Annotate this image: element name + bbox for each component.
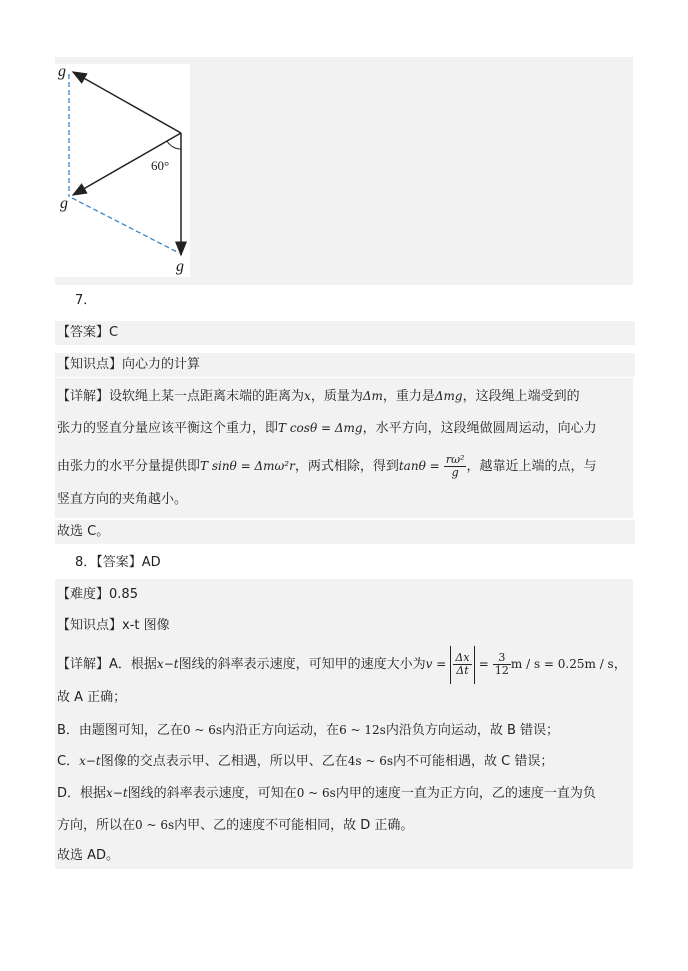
q8-detail-b — [55, 718, 635, 742]
kp-tag: 【知识点】 — [57, 618, 123, 633]
detail-tag: 【详解】 — [57, 657, 110, 672]
math-tan: tanθ = — [398, 459, 440, 473]
figure-background — [55, 64, 190, 277]
math-v: v = — [425, 657, 447, 671]
q8-detail-d1 — [55, 781, 635, 805]
q8-knowledge-point — [55, 614, 635, 638]
text: ，两式相除，得到 — [294, 459, 399, 474]
math-eq2: T sinθ = Δmω²r — [200, 459, 295, 473]
math-result: m / s = 0.25m / s — [510, 657, 614, 671]
text: 张力的竖直分量应该平衡这个重力，即 — [57, 421, 279, 436]
text: 图线的斜率表示速度，可知甲的速度大小为 — [178, 657, 426, 672]
q8-difficulty — [55, 583, 635, 607]
text: 内沿负方向运动，故 B 错误； — [385, 723, 559, 738]
math-range: 0 ~ 6s — [296, 786, 336, 800]
text: 方向，所以在 — [57, 818, 136, 833]
math-range: 6 ~ 12s — [339, 723, 386, 737]
math-xt: x−t — [106, 786, 128, 800]
text: B．由题图可知，乙在 — [57, 723, 183, 738]
detail-tag: 【详解】 — [57, 389, 110, 404]
answer-tag: 【答案】 — [57, 325, 110, 340]
text: C． — [57, 754, 80, 769]
text: ，越靠近上端的点，与 — [466, 459, 597, 474]
kp-tag: 【知识点】 — [57, 357, 123, 372]
math-xt: x−t — [79, 754, 101, 768]
math-eq1: T cosθ = Δmg — [278, 421, 363, 435]
q7-conclusion: 故选 C。 — [55, 520, 635, 544]
angle-label: 60° — [151, 158, 170, 173]
g-label-bottom: g — [176, 258, 184, 275]
denominator: Δt — [456, 664, 469, 677]
denominator: 12 — [494, 664, 509, 677]
q8-conclusion: 故选 AD。 — [57, 848, 120, 863]
diff-tag: 【难度】 — [57, 587, 110, 602]
kp-value: 向心力的计算 — [122, 357, 201, 372]
q7-detail-line2 — [55, 416, 635, 440]
numerator: 3 — [493, 652, 511, 665]
text: 设软绳上某一点距离末端的距离为 — [109, 389, 305, 404]
text: D．根据 — [57, 786, 107, 801]
math-range: 0 ~ 6s — [182, 723, 223, 737]
text: 图线的斜率表示速度，可知在 — [127, 786, 297, 801]
q8-detail-a2: 故 A 正确； — [57, 690, 127, 705]
q8-detail-c — [55, 749, 635, 773]
diff-value: 0.85 — [109, 587, 138, 602]
numerator: Δx — [455, 651, 470, 664]
text: 内沿正方向运动，在 — [222, 723, 340, 738]
math-range: 0 ~ 6s — [135, 818, 175, 832]
q7-detail-line3 — [55, 448, 635, 484]
math-xt: x−t — [156, 657, 179, 671]
q8-header: 8．【答案】AD — [75, 555, 161, 570]
q8-detail-d2 — [55, 813, 635, 837]
text: ， — [613, 657, 627, 672]
equals: = — [478, 657, 489, 671]
text: ，水平方向，这段绳做圆周运动，向心力 — [362, 421, 597, 436]
text: 内不可能相遇，故 C 错误； — [393, 754, 554, 769]
g-label-top: g — [58, 63, 66, 80]
q7-answer — [55, 321, 635, 345]
denominator: g — [451, 466, 459, 479]
text: ，质量为 — [310, 389, 363, 404]
fraction — [444, 454, 467, 479]
text: A．根据 — [109, 657, 157, 672]
q7-detail-line4: 竖直方向的夹角越小。 — [57, 492, 188, 507]
q7-detail-line1 — [55, 384, 635, 408]
text: ，这段绳上端受到的 — [462, 389, 580, 404]
kp-value: x-t 图像 — [122, 618, 170, 633]
text: 内甲的速度一直为正方向，乙的速度一直为负 — [335, 786, 596, 801]
math-dmg: Δmg — [434, 389, 463, 403]
vector-diagram — [55, 57, 633, 285]
math-x: x — [304, 389, 311, 403]
abs-fraction — [450, 646, 474, 684]
numerator: rω² — [445, 453, 465, 466]
text: 图像的交点表示甲、乙相遇，所以甲、乙在 — [100, 754, 348, 769]
fraction-3-12 — [493, 652, 511, 677]
answer-value: C — [109, 325, 119, 340]
q8-detail-a1 — [55, 645, 635, 683]
text: 内甲、乙的速度不可能相同，故 D 正确。 — [174, 818, 414, 833]
math-dm: Δm — [362, 389, 383, 403]
text: 由张力的水平分量提供即 — [57, 459, 201, 474]
text: ，重力是 — [382, 389, 435, 404]
g-label-mid: g — [60, 195, 68, 212]
q7-knowledge-point — [55, 353, 635, 377]
math-range: 4s ~ 6s — [347, 754, 394, 768]
vector-figure — [55, 57, 633, 285]
q7-number: 7． — [75, 293, 97, 308]
